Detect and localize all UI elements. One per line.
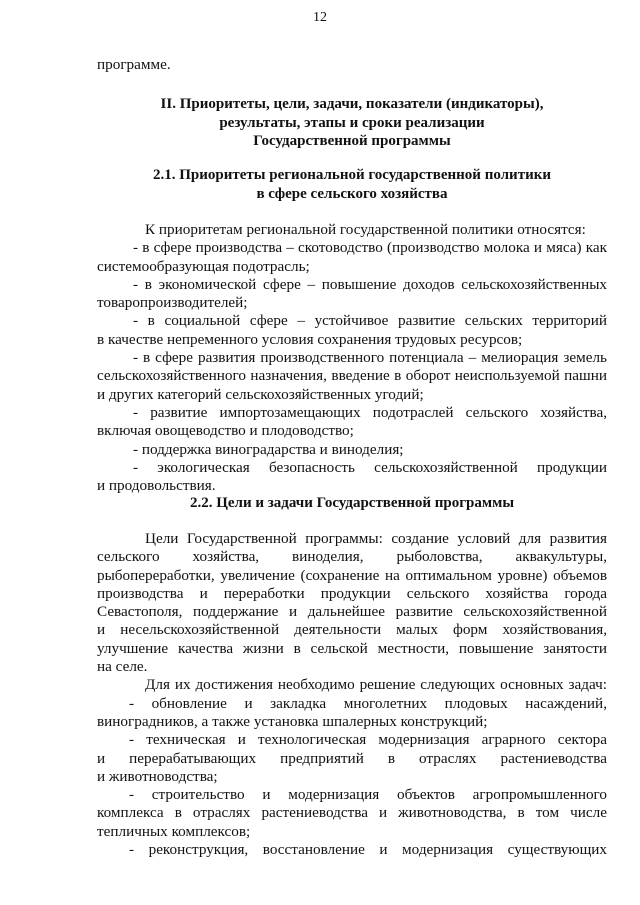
text-line: - развитие импортозамещающих подотраслей сельского хозяйства, [133,403,607,421]
goals-paragraph [97,530,607,859]
text-line: сельскохозяйственного назначения, введение в оборот неиспользуемой пашни [97,367,607,385]
text-line: в качестве непременного условия сохранения трудовых ресурсов; [97,330,523,348]
text-line: рыбопереработки, увеличение (сохранение на оптимальном уровне) объемов [97,566,607,584]
text-line: - обновление и закладка многолетних плодовых насаждений, [129,694,607,712]
text-line: Цели Государственной программы: создание условий для развития [145,530,607,547]
text-line: виноградников, а также установка шпалерных конструкций; [97,712,488,730]
text-line: - в экономической сфере – повышение доходов сельскохозяйственных [133,275,607,293]
text-line: и перерабатывающих предприятий в отраслях растениеводства [97,749,607,767]
page-number: 12 [313,10,327,25]
text-line: - в сфере развития производственного потенциала – мелиорация земель [133,349,607,367]
text-line: - техническая и технологическая модернизация аграрного сектора [129,731,607,749]
text-line: улучшение качества жизни в сельской местности, повышение занятости [97,639,607,657]
text-line: системообразующая подотрасль; [97,257,310,275]
subheading-line: 2.1. Приоритеты региональной государственной политики [153,167,551,183]
text-line: и животноводства; [97,767,218,785]
text-line: - экологическая безопасность сельскохозяйственной продукции [133,458,607,476]
text-line: и продовольствия. [97,477,216,495]
text-line: Севастополя, поддержание и дальнейшее развитие сельскохозяйственной [97,603,607,621]
text-line: и других категорий сельскохозяйственных угодий; [97,385,424,403]
subheading-2-1 [97,166,607,203]
text-line: производства и переработки продукции сельского хозяйства города [97,584,607,602]
text-line: и несельскохозяйственной деятельности малых форм хозяйствования, [97,621,607,639]
text-line: - поддержка виноградарства и виноделия; [133,440,404,458]
lead-text: программе. [97,56,171,73]
section-heading [97,95,607,151]
section-heading-line: Государственной программы [253,133,451,150]
text-line: - реконструкция, восстановление и модернизация существующих [129,841,607,859]
text-line: К приоритетам региональной государственной политики относятся: [145,221,586,238]
section-heading-line: II. Приоритеты, цели, задачи, показатели (индикаторы), [160,96,544,112]
text-line: включая овощеводство и плодоводство; [97,422,354,440]
text-line: - в сфере производства – скотоводство (производство молока и мяса) как [133,239,607,257]
section-heading-line: результаты, этапы и сроки реализации [219,114,485,131]
text-line: на селе. [97,658,148,676]
subheading-line: в сфере сельского хозяйства [256,185,448,202]
text-line: товаропроизводителей; [97,294,248,312]
subheading-2-2: 2.2. Цели и задачи Государственной программы [189,495,515,511]
text-line: Для их достижения необходимо решение следующих основных задач: [145,676,607,694]
text-line: тепличных комплексов; [97,822,251,840]
text-line: - в социальной сфере – устойчивое развитие сельских территорий [133,312,607,330]
text-line: сельского хозяйства, виноделия, рыболовства, аквакультуры, [97,548,607,566]
text-line: - строительство и модернизация объектов агропромышленного [129,786,607,804]
priorities-paragraph [97,221,607,495]
text-line: комплекса в отраслях растениеводства и животноводства, в том числе [97,804,607,822]
